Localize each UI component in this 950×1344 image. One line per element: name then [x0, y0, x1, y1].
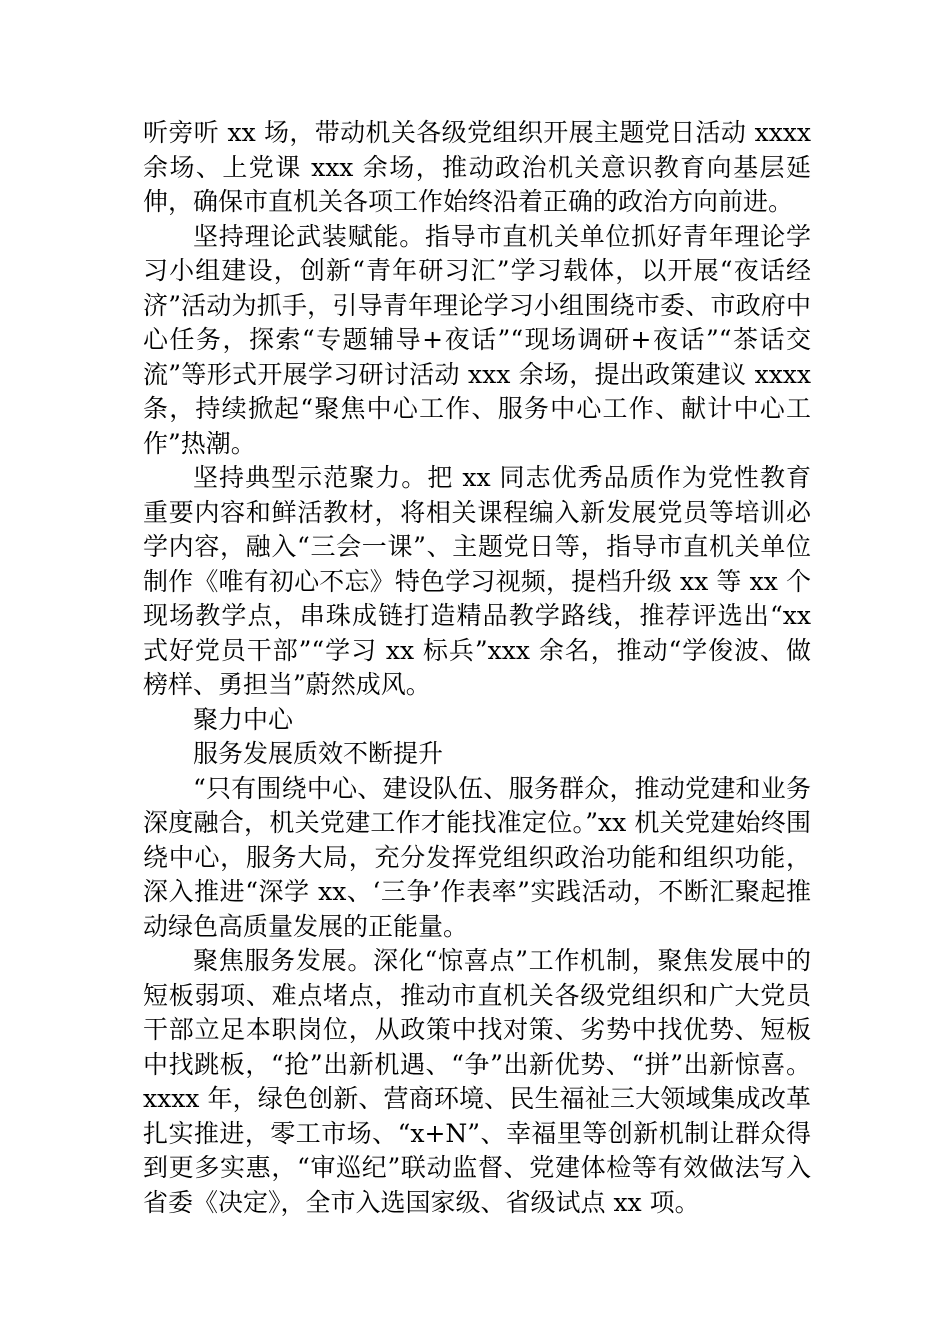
document-body [143, 116, 811, 1220]
section-heading: 聚力中心 [193, 704, 294, 734]
paragraph-theory-empowerment: 坚持理论武装赋能。指导市直机关单位抓好青年理论学习小组建设，创新“青年研习汇”学习载体，以开展“夜话经济”活动为抓手，引导青年理论学习小组围绕市委、市政府中心任务，探索“专题辅导+夜话”“现场调研+夜话”“茶话交流”等形式开展学习研讨活动 xxx 余场，提出政策建议 xxxx 条，持续掀起“聚焦中心工作、服务中心工作、献计中心工作”热潮。 [143, 221, 811, 458]
paragraph-center-focus: “只有围绕中心、建设队伍、服务群众，推动党建和业务深度融合，机关党建工作才能找准定位。”xx 机关党建始终围绕中心，服务大局，充分发挥党组织政治功能和组织功能，深入推进“深学 xx、‘三争’作表率”实践活动，不断汇聚起推动绿色高质量发展的正能量。 [143, 773, 811, 941]
paragraph-model-demonstration: 坚持典型示范聚力。把 xx 同志优秀品质作为党性教育重要内容和鲜活教材，将相关课程编入新发展党员等培训必学内容，融入“三会一课”、主题党日等，指导市直机关单位制作《唯有初心不忘》特色学习视频，提档升级 xx 等 xx 个现场教学点，串珠成链打造精品教学路线，推荐评选出“xx 式好党员干部”“学习 xx 标兵”xxx 余名，推动“学俊波、做榜样、勇担当”蔚然成风。 [143, 463, 811, 699]
paragraph-service-development: 聚焦服务发展。深化“惊喜点”工作机制，聚焦发展中的短板弱项、难点堵点，推动市直机关各级党组织和广大党员干部立足本职岗位，从政策中找对策、劣势中找优势、短板中找跳板，“抢”出新机遇、“争”出新优势、“拼”出新惊喜。xxxx 年，绿色创新、营商环境、民生福祉三大领域集成改革扎实推进，零工市场、“x+N”、幸福里等创新机制让群众得到更多实惠，“审巡纪”联动监督、党建体检等有效做法写入省委《决定》，全市入选国家级、省级试点 xx 项。 [143, 946, 811, 1217]
paragraph-continuation: 听旁听 xx 场，带动机关各级党组织开展主题党日活动 xxxx 余场、上党课 xxx 余场，推动政治机关意识教育向基层延伸，确保市直机关各项工作始终沿着正确的政治方向前进。 [143, 118, 811, 216]
section-subheading: 服务发展质效不断提升 [193, 739, 444, 768]
